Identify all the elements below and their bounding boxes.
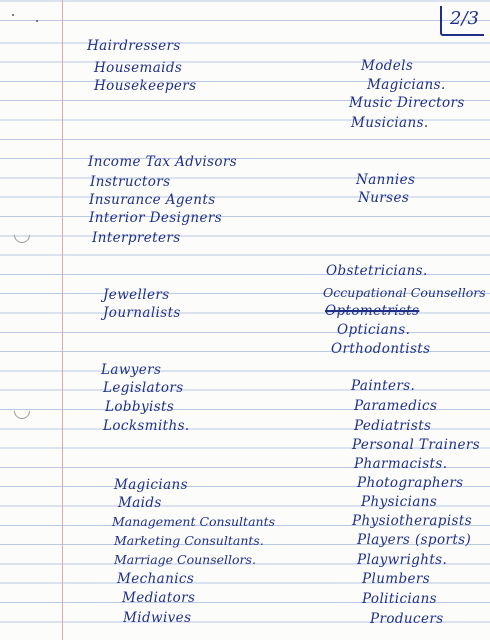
- right-entry: Pharmacists.: [354, 456, 448, 472]
- left-entry: Midwives: [123, 610, 192, 626]
- left-entry: Housekeepers: [94, 78, 197, 94]
- right-entry: Nurses: [358, 190, 410, 206]
- left-entry: Instructors: [90, 174, 171, 190]
- right-entry: Physicians: [361, 494, 438, 510]
- right-entry: Playwrights.: [357, 552, 448, 568]
- left-entry: Interior Designers: [89, 210, 223, 226]
- right-entry: Music Directors: [349, 95, 465, 111]
- left-entry: Marketing Consultants.: [114, 533, 264, 548]
- left-entry: Income Tax Advisors: [88, 154, 238, 170]
- paper-mark: [36, 20, 38, 22]
- right-entry: Physiotherapists: [352, 513, 473, 529]
- left-entry: Lobbyists: [105, 399, 175, 415]
- right-entry: Politicians: [362, 591, 437, 607]
- right-entry: Painters.: [351, 378, 416, 394]
- right-entry: Players (sports): [357, 532, 472, 548]
- right-entry: Paramedics: [354, 398, 438, 414]
- left-entry: Jewellers: [103, 287, 170, 303]
- left-entry: Housemaids: [94, 60, 183, 76]
- left-entry: Insurance Agents: [89, 192, 216, 208]
- right-entry: Occupational Counsellors: [323, 285, 486, 300]
- left-entry: Locksmiths.: [103, 418, 190, 434]
- page-number-text: 2/3: [450, 8, 479, 29]
- right-entry: Musicians.: [351, 115, 429, 131]
- left-entry: Magicians: [114, 477, 188, 493]
- right-entry-struck: Optometrists: [325, 303, 420, 319]
- left-entry: Hairdressers: [87, 38, 181, 54]
- paper-mark: [12, 14, 14, 16]
- left-entry: Management Consultants: [112, 514, 276, 529]
- left-entry: Mechanics: [117, 571, 195, 587]
- left-entry: Legislators: [103, 380, 184, 396]
- left-entry: Maids: [118, 495, 162, 511]
- right-entry: Obstetricians.: [326, 263, 428, 279]
- left-entry: Mediators: [122, 590, 196, 606]
- right-entry: Magicians.: [367, 77, 446, 93]
- left-entry: Interpreters: [92, 230, 181, 246]
- page-number: [440, 4, 484, 34]
- right-entry: Nannies: [356, 172, 416, 188]
- margin-line: [62, 0, 63, 640]
- left-entry: Lawyers: [101, 362, 162, 378]
- left-entry: Journalists: [103, 305, 181, 321]
- right-entry: Producers: [370, 611, 444, 627]
- left-entry: Marriage Counsellors.: [114, 552, 256, 567]
- punch-hole-bottom: [11, 400, 34, 423]
- right-entry: Plumbers: [362, 571, 431, 587]
- right-entry: Models: [361, 58, 414, 74]
- right-entry: Pediatrists: [354, 418, 432, 434]
- right-entry: Personal Trainers: [352, 437, 481, 453]
- right-entry: Orthodontists: [331, 341, 431, 357]
- right-entry: Opticians.: [337, 322, 411, 338]
- punch-hole-top: [11, 224, 34, 247]
- right-entry: Photographers: [357, 475, 464, 491]
